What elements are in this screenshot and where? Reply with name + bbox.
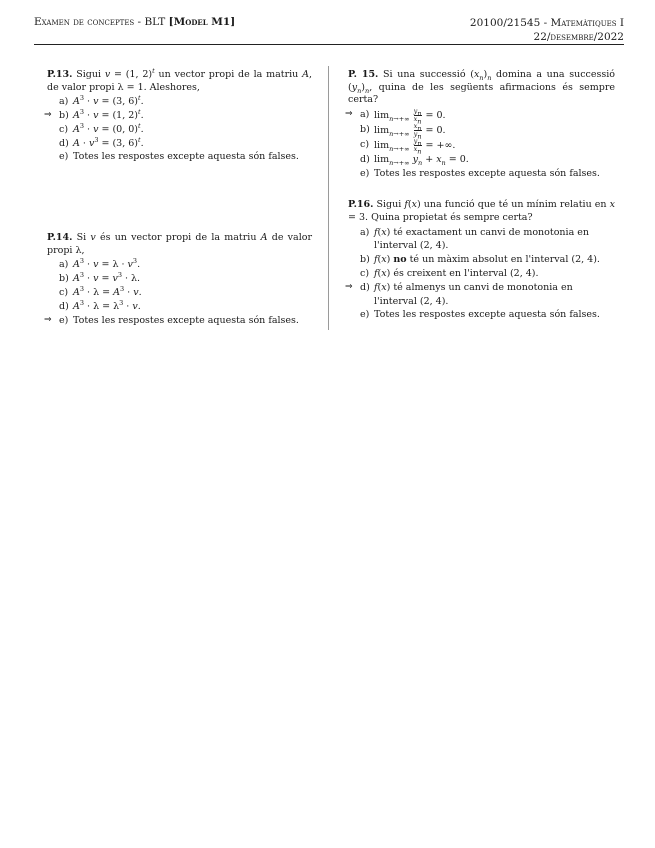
question-stem: P.13. Sigui v = (1, 2)$^t$ un vector propi de la matriu A, de valor propi λ = 1. Aleshores, [47, 66, 312, 93]
question-stem: P.16. Sigui f(x) una funció que té un mínim relatiu en x = 3. Quina propietat és sempre certa? [348, 199, 615, 223]
option-c: c) $A^3 \cdot \lambda = A^3 \cdot v$. [59, 284, 142, 298]
option-a: ⇒ a) $\lim_{n\to+\infty}$ $\frac{y_n}{x_n}$ = 0. [345, 106, 446, 126]
question-15 [345, 69, 615, 180]
option-letter: e) [360, 309, 370, 321]
option-letter: b) [59, 273, 69, 285]
correct-answer-arrow-icon: ⇒ [345, 108, 353, 119]
option-letter: b) [360, 254, 370, 266]
option-e [47, 150, 312, 164]
option-text: Totes les respostes excepte aquesta són falses. [374, 309, 600, 321]
option-a: a) $A^3 \cdot v = (3$, 6)$^t$. [59, 94, 144, 108]
option-c: c) $\lim_{n\to+\infty}$ $\frac{y_n}{x_n}$ = +∞. [360, 136, 456, 156]
option-list [345, 226, 615, 323]
exam-title-text: Examen de conceptes - BLT [34, 16, 166, 28]
option-letter: b) [59, 109, 69, 121]
question-number: P.13. [47, 69, 73, 80]
question-number: P. 15. [348, 69, 379, 80]
right-column [345, 69, 615, 322]
option-d: d) $A \cdot v^3 = (3$, 6)$^t$. [59, 135, 144, 149]
option-e [44, 314, 312, 328]
question-stem: P.14. Si v és un vector propi de la matriu A de valor propi λ, [47, 232, 312, 256]
option-a: a) f(x) té exactament un canvi de monotonia en l'interval (2, 4). [360, 226, 590, 252]
option-text: Totes les respostes excepte aquesta són falses. [73, 314, 299, 326]
option-letter: e) [59, 151, 69, 163]
question-stem: P. 15. Si una successió $(x_n)_n$ domina a una successió $(y_n)_n$, quina de les següents afirmacions és sempre certa? [348, 69, 615, 106]
course-code: 20100/21545 - Matemàtiques I [469, 17, 624, 29]
left-column [44, 66, 312, 327]
option-b: b) $\lim_{n\to+\infty}$ $\frac{x_n}{y_n}$ = 0. [360, 121, 446, 141]
column-divider [328, 66, 329, 330]
question-16 [345, 199, 615, 322]
option-letter: d) [59, 137, 69, 149]
option-letter: a) [59, 96, 69, 108]
option-letter: a) [360, 226, 370, 238]
option-letter: c) [360, 138, 370, 150]
option-letter: e) [59, 314, 69, 326]
option-e [348, 167, 615, 181]
exam-date: 22/desembre/2022 [533, 31, 624, 43]
page-header [34, 14, 624, 45]
exam-title [34, 16, 235, 28]
option-d: d) $\lim_{n\to+\infty} y_n + x_n = 0$. [360, 153, 469, 167]
option-c: c) $A^3 \cdot v = (0$, 0)$^t$. [59, 121, 144, 135]
option-a: a) $A^3 \cdot v = \lambda \cdot v^3$. [59, 257, 141, 271]
option-letter: a) [360, 108, 370, 120]
option-c: c) f(x) és creixent en l'interval (2, 4). [360, 267, 539, 279]
option-d: d) $A^3 \cdot \lambda = \lambda^3 \cdot v$. [59, 298, 141, 312]
option-letter: c) [59, 123, 69, 135]
option-list [44, 257, 312, 327]
correct-answer-arrow-icon: ⇒ [44, 109, 52, 120]
option-b: ⇒ b) $A^3 \cdot v = (1$, 2)$^t$. [44, 107, 144, 121]
correct-answer-arrow-icon: ⇒ [44, 314, 52, 325]
option-b: b) $A^3 \cdot v = v^3 \cdot \lambda$. [59, 271, 141, 285]
option-letter: b) [360, 123, 370, 135]
option-list [44, 94, 312, 164]
option-letter: c) [59, 286, 69, 298]
option-letter: a) [59, 259, 69, 271]
option-list [345, 106, 615, 181]
option-e [348, 308, 615, 322]
correct-answer-arrow-icon: ⇒ [345, 281, 353, 292]
option-text: Totes les respostes excepte aquesta són falses. [73, 151, 299, 163]
question-14 [44, 232, 312, 327]
option-d: ⇒ d) f(x) té almenys un canvi de monotonia en l'interval (2, 4). [345, 281, 573, 307]
course-info [470, 16, 624, 44]
option-letter: c) [360, 267, 370, 279]
question-13 [44, 66, 312, 164]
option-letter: d) [360, 281, 370, 293]
question-number: P.16. [348, 199, 374, 211]
option-letter: d) [360, 153, 370, 165]
exam-model: [Model M1] [168, 16, 236, 28]
option-letter: d) [59, 300, 69, 312]
option-b: b) f(x) no té un màxim absolut en l'interval (2, 4). [360, 254, 600, 266]
question-number: P.14. [47, 232, 73, 244]
option-text: Totes les respostes excepte aquesta són falses. [374, 167, 600, 179]
option-letter: e) [360, 167, 370, 179]
